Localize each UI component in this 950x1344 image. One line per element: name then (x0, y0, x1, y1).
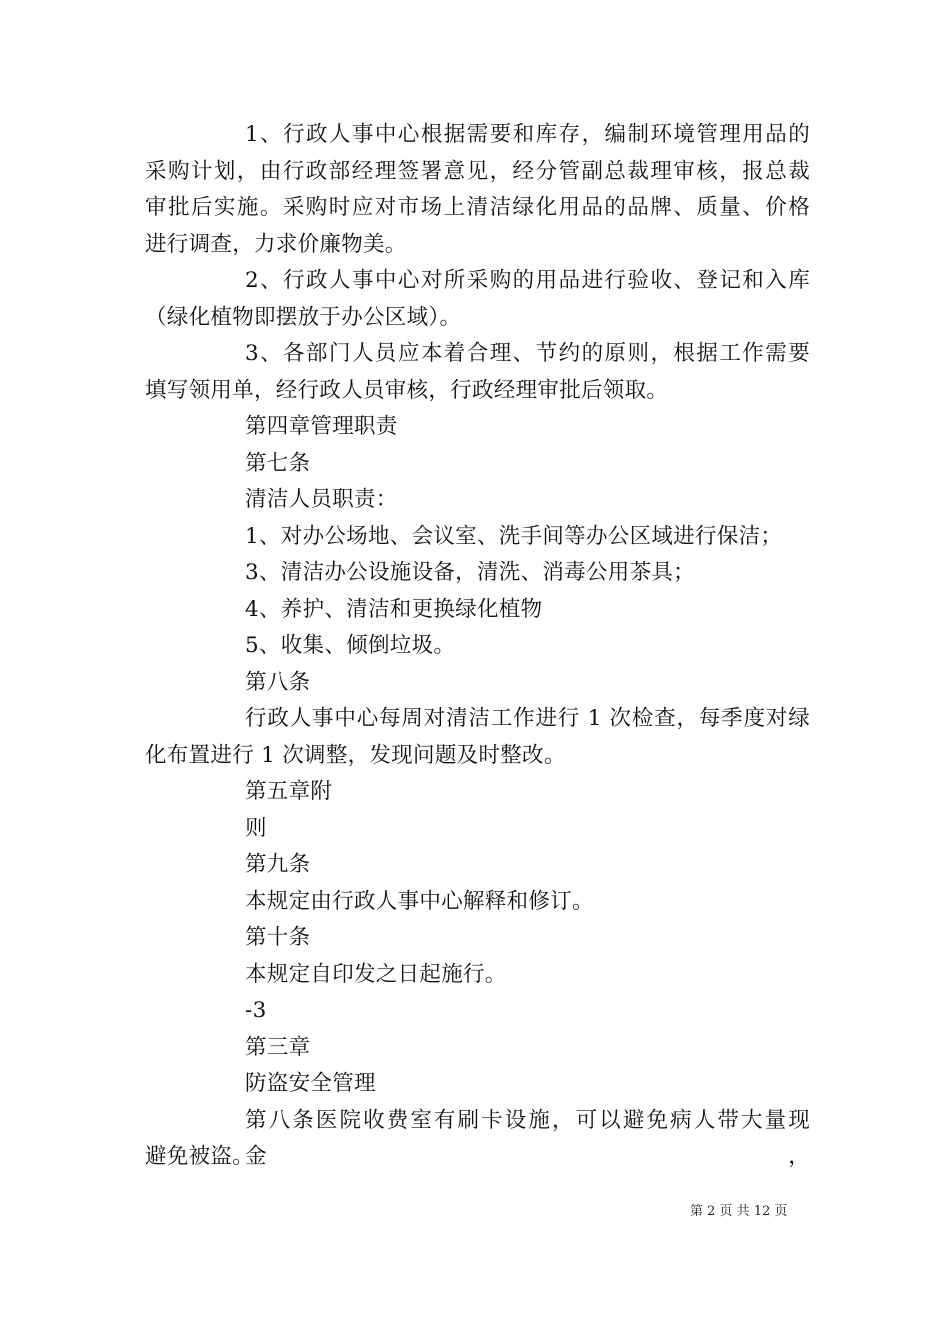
text-line: -3 (245, 998, 267, 1023)
text-line: 2、行政人事中心对所采购的用品进行验收、登记和入库 (245, 268, 810, 293)
page-footer: 第 2 页 共 12 页 (690, 1204, 788, 1219)
text-line: 3、各部门人员应本着合理、节约的原则，根据工作需要 (245, 341, 810, 366)
text-line: 填写领用单，经行政人员审核，行政经理审批后领取。 (145, 377, 669, 403)
text-line: 本规定自印发之日起施行。 (245, 961, 507, 987)
text-line: 5、收集、倾倒垃圾。 (245, 633, 456, 658)
text-line: 第八条 (245, 669, 311, 695)
text-line: 第十条 (245, 925, 311, 950)
text-line: 4、养护、清洁和更换绿化植物 (245, 596, 543, 622)
text-line: 第三章 (245, 1034, 311, 1060)
text-line: 清洁人员职责： (245, 487, 398, 512)
text-line: 第五章附 (245, 779, 333, 804)
text-line: 第七条 (245, 450, 311, 476)
text-line: 行政人事中心每周对清洁工作进行 1 次检查，每季度对绿 (245, 706, 810, 731)
text-line: 避免被盗。 (145, 1144, 255, 1169)
text-line: 采购计划，由行政部经理签署意见，经分管副总裁理审核，报总裁 (145, 158, 810, 184)
text-line: 防盗安全管理 (245, 1071, 376, 1096)
text-line: 审批后实施。采购时应对市场上清洁绿化用品的品牌、质量、价格 (145, 195, 810, 220)
text-line: 则 (245, 815, 267, 841)
text-line: 3、清洁办公设施设备，清洗、消毒公用茶具； (245, 560, 695, 585)
text-line: 第四章管理职责 (245, 414, 398, 439)
text-line: （绿化植物即摆放于办公区域）。 (145, 304, 462, 330)
text-line: 第九条 (245, 852, 311, 877)
document-body (145, 117, 810, 1176)
text-line: 本规定由行政人事中心解释和修订。 (245, 888, 594, 914)
text-line: 进行调查，力求价廉物美。 (145, 231, 407, 257)
text-line: 第八条医院收费室有刷卡设施，可以避免病人带大量现金， (245, 1107, 810, 1169)
text-line: 1、对办公场地、会议室、洗手间等办公区域进行保洁； (245, 523, 783, 549)
text-line: 化布置进行 1 次调整，发现问题及时整改。 (145, 742, 566, 768)
text-line: 1、行政人事中心根据需要和库存，编制环境管理用品的 (245, 122, 810, 147)
